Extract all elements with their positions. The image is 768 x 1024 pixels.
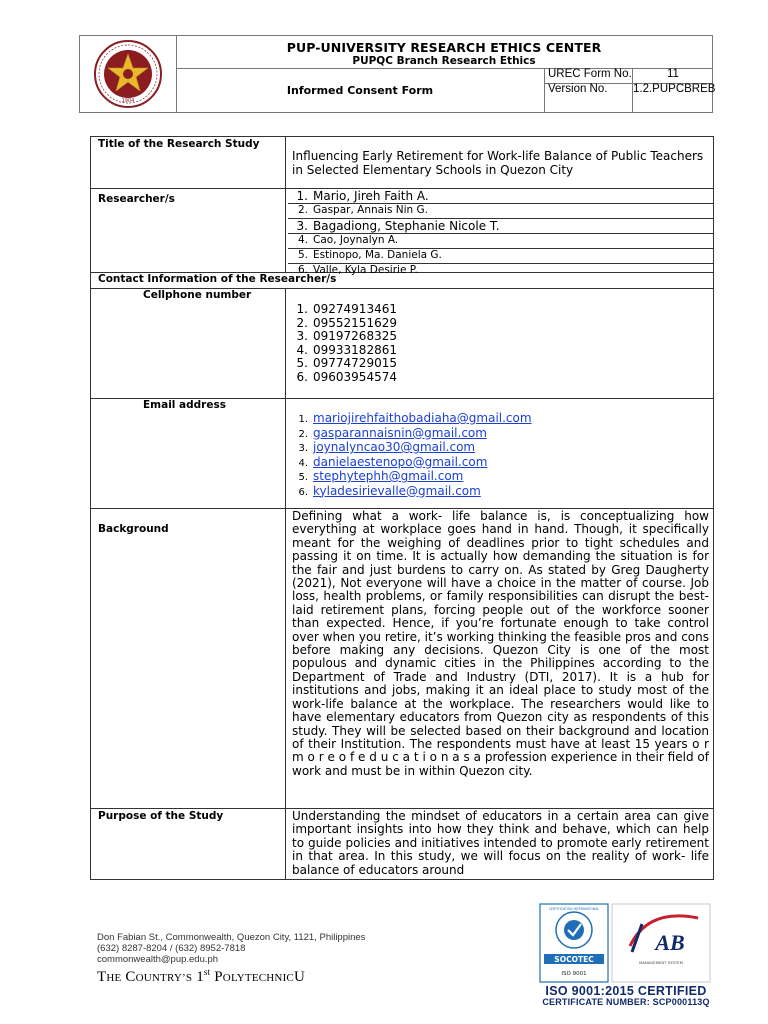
email-link[interactable]: kyladesirievalle@gmail.com (313, 483, 481, 498)
list-item: 1. 09274913461 (296, 302, 397, 316)
email-link[interactable]: stephytephh@gmail.com (313, 469, 464, 483)
title-value: Influencing Early Retirement for Work-life Balance of Public Teachers in Selected Elementary Schools in Quezon City (292, 149, 704, 177)
footer-contact (97, 932, 365, 965)
list-item: 4. Cao, Joynalyn A. (288, 234, 713, 249)
purpose-row (91, 809, 713, 879)
header-titles (176, 36, 712, 69)
background-text: Defining what a work- life balance is, is conceptualizing how everything at workplace goes hand in hand. Though, it specifically meant for the weighing of deadlines prior to tight schedules and passing it on time. It is actually how demanding the situation is for the fair and just burdens to carry on. As stated by Greg Daugherty (2021), Not everyone will have a choice in the matter of course. Job loss, health problems, or family responsibilities can disrupt the best- laid retirement plans, forcing people out of the workforce sooner than expected. Hence, if you’re fortunate enough to take control over when you retire, it’s working thinking the feasible pros and cons before making any decisions. Quezon City is one of the most populous and dynamic cities in the Philippines according to the Department of Trade and Industry (DTI, 2017). It is a hub for institutions and jobs, making it an ideal place to study most of the work-life balance at the workplace. The researchers would like to have elementary educators from Quezon city as respondents of this study. They will be selected based on their background and location of their Institution. The respondents must have at least 15 years o r m o r e o f e d u c a t i o n a s a profession experience in their field of work and must be in within Quezon city. (292, 509, 709, 778)
cellphone-list (286, 289, 713, 412)
cellphone-label: Cellphone number (91, 289, 286, 398)
version-value: 1.2.PUPCBREB (632, 83, 713, 112)
title-label: Title of the Research Study (91, 137, 286, 188)
jab-small-text: MANAGEMENT SYSTEM (639, 960, 683, 965)
email-link[interactable]: gasparannaisnin@gmail.com (313, 425, 487, 440)
list-item[interactable]: 4. danielaestenopo@gmail.com (298, 454, 488, 469)
list-item: 2. 09552151629 (296, 315, 397, 330)
footer-email: commonwealth@pup.edu.ph (97, 954, 219, 965)
list-item[interactable]: 2. gasparannaisnin@gmail.com (298, 425, 487, 440)
iso-certification (538, 984, 714, 1007)
certification-logos (538, 902, 712, 984)
email-link[interactable]: danielaestenopo@gmail.com (313, 454, 488, 469)
email-list (286, 399, 713, 521)
cellphone-row (91, 289, 713, 399)
researchers-row (91, 189, 713, 276)
researchers-label: Researcher/s (91, 189, 286, 272)
purpose-label: Purpose of the Study (91, 809, 286, 879)
title-row (91, 137, 713, 189)
list-item: 5. Estinopo, Ma. Daniela G. (288, 249, 713, 264)
form-number-label: UREC Form No. (548, 68, 632, 80)
header-title: PUP-UNIVERSITY RESEARCH ETHICS CENTER (286, 40, 602, 55)
footer-phones: (632) 8287-8204 / (632) 8952-7818 (97, 943, 246, 954)
list-item[interactable]: 3. joynalyncao30@gmail.com (298, 440, 476, 454)
logo-cell (80, 36, 177, 112)
form-number-row (544, 68, 712, 84)
list-item: 6. 09603954574 (296, 369, 397, 384)
footer-address: Don Fabian St., Commonwealth, Quezon City, 1121, Philippines (97, 932, 366, 943)
socotec-top-text: CERTIFICATION INTERNATIONAL (548, 907, 600, 911)
version-row (544, 83, 716, 112)
consent-form-table (90, 136, 714, 880)
email-row (91, 399, 713, 509)
logo-year: 1904 (121, 98, 135, 104)
email-link[interactable]: joynalyncao30@gmail.com (313, 440, 476, 454)
researchers-list (286, 189, 713, 276)
certificate-number: CERTIFICATE NUMBER: SCP000113Q (542, 997, 710, 1007)
list-item: 6. Valle, Kyla Desirie P. (297, 264, 418, 276)
iso-certified-text: ISO 9001:2015 CERTIFIED (545, 984, 707, 998)
socotec-name: SOCOTEC (554, 955, 594, 964)
list-item: 5. 09774729015 (296, 356, 397, 370)
footer-motto: THE COUNTRY’S 1st POLYTECHNICU (97, 967, 306, 985)
form-name: Informed Consent Form (176, 68, 545, 112)
background-row (91, 509, 713, 809)
form-header (79, 35, 716, 113)
version-label: Version No. (548, 83, 608, 95)
list-item: 3. 09197268325 (296, 329, 397, 343)
form-number-value: 11 (632, 68, 713, 83)
list-item: 3. Bagadiong, Stephanie Nicole T. (288, 219, 713, 234)
contact-label: Contact Information of the Researcher/s (98, 273, 337, 285)
email-label: Email address (91, 399, 286, 508)
email-link[interactable]: mariojirehfaithobadiaha@gmail.com (313, 411, 532, 425)
background-label: Background (91, 509, 286, 808)
purpose-text: Understanding the mindset of educators in a certain area can give important insights into how they think and behave, which can help to guide policies and initiatives intended to promote early retirement in that area. In this study, we will focus on the reality of work- life balance of educators around (292, 809, 709, 877)
socotec-iso: ISO 9001 (561, 971, 587, 977)
list-item[interactable]: 6. kyladesirievalle@gmail.com (298, 483, 481, 498)
jab-letters: AB (655, 930, 685, 955)
header-subtitle: PUPQC Branch Research Ethics (352, 55, 536, 67)
pup-seal-logo (80, 36, 176, 112)
contact-row (91, 273, 713, 289)
list-item: 2. Gaspar, Annais Nin G. (288, 204, 713, 219)
list-item: 1. Mario, Jireh Faith A. (288, 189, 713, 204)
list-item[interactable]: 5. stephytephh@gmail.com (298, 469, 464, 483)
list-item[interactable]: 1. mariojirehfaithobadiaha@gmail.com (298, 411, 532, 425)
list-item: 4. 09933182861 (296, 342, 397, 357)
